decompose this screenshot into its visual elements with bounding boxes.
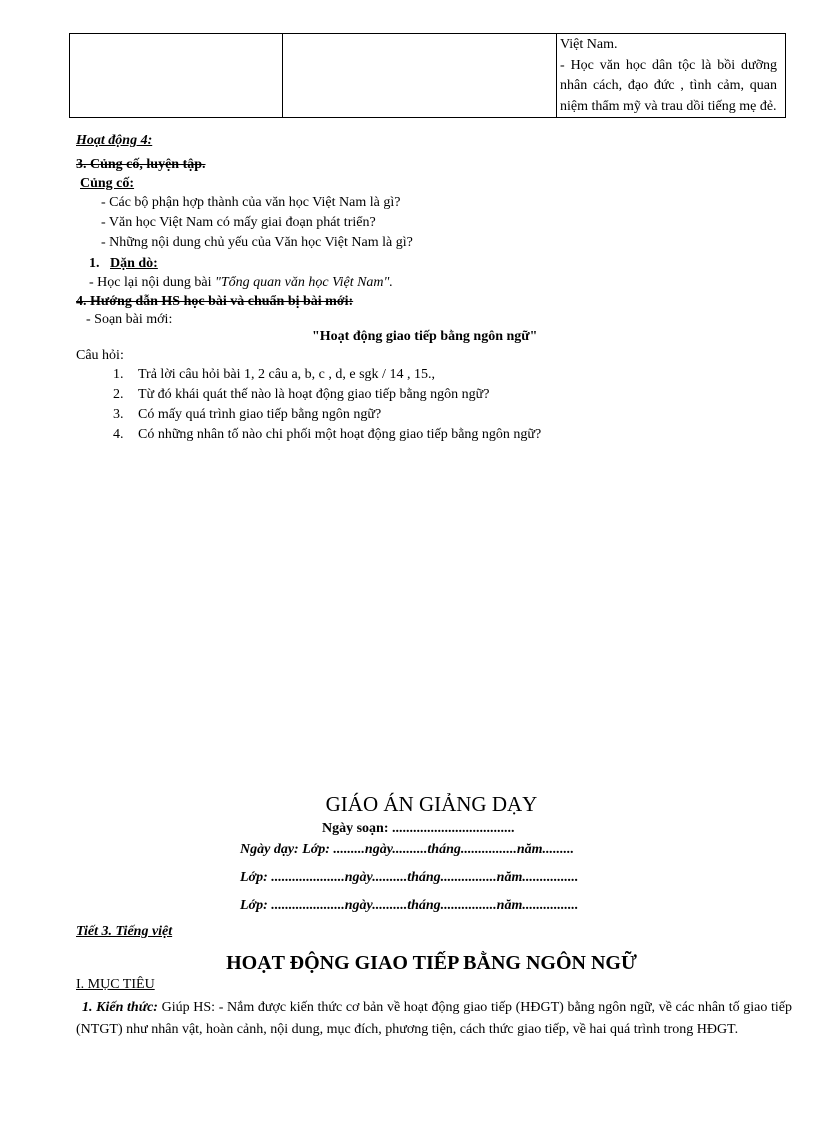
review-question: - Những nội dung chủ yếu của Văn học Việt Nam là gì? (101, 235, 413, 250)
table-row (70, 34, 786, 118)
question-text: Có mấy quá trình giao tiếp bằng ngôn ngữ? (138, 407, 382, 422)
review-question: - Văn học Việt Nam có mấy giai đoạn phát triển? (101, 215, 376, 230)
class-line: Lớp: .....................ngày..........tháng................năm................ (240, 870, 579, 885)
activity-heading: Hoạt động 4: (76, 133, 153, 148)
danro-number: 1. (89, 256, 100, 271)
new-lesson-title: "Hoạt động giao tiếp bằng ngôn ngữ" (312, 329, 538, 344)
objectives-heading: I. MỤC TIÊU (76, 977, 155, 992)
knowledge-paragraph (76, 997, 792, 1041)
question-text: Trả lời câu hỏi bài 1, 2 câu a, b, c , d, e sgk / 14 , 15., (138, 367, 435, 382)
danro-lesson-title: "Tổng quan văn học Việt Nam". (214, 275, 393, 290)
date-prepared: Ngày soạn: ................................... (322, 821, 515, 836)
question-number: 2. (113, 387, 124, 402)
cungco-label: Củng cố: (80, 176, 135, 191)
main-title: HOẠT ĐỘNG GIAO TIẾP BẰNG NGÔN NGỮ (226, 952, 637, 974)
continuation-table (69, 33, 786, 118)
questions-label: Câu hỏi: (76, 348, 124, 363)
danro-prefix: - Học lại nội dung bài (89, 275, 215, 290)
question-text: Có những nhân tố nào chi phối một hoạt động giao tiếp bằng ngôn ngữ? (138, 427, 542, 442)
prepare-text: - Soạn bài mới: (86, 312, 173, 327)
review-question: - Các bộ phận hợp thành của văn học Việt Nam là gì? (101, 195, 401, 210)
section-4-heading: 4. Hướng dẫn HS học bài và chuẩn bị bài mới: (76, 294, 354, 309)
table-cell-2 (283, 34, 557, 118)
question-number: 4. (113, 427, 124, 442)
danro-label: Dặn dò: (110, 256, 158, 271)
question-text: Từ đó khái quát thế nào là hoạt động giao tiếp bằng ngôn ngữ? (138, 387, 490, 402)
period-label: Tiết 3. Tiếng việt (76, 924, 173, 939)
section-3-heading: 3. Củng cố, luyện tập. (76, 157, 206, 172)
table-cell-3 (557, 34, 786, 118)
date-teach: Ngày dạy: Lớp: .........ngày..........tháng................năm......... (240, 842, 575, 857)
knowledge-text: Giúp HS: - Nắm được kiến thức cơ bản về hoạt động giao tiếp (HĐGT) bằng ngôn ngữ, về các nhân tố giao tiếp (NTGT) như nhân vật, hoàn cảnh, nội dung, mục đích, phương tiện, cách thức giao tiếp, về hai quá trình trong HĐGT. (76, 1000, 792, 1037)
table-cell-1 (70, 34, 283, 118)
question-number: 1. (113, 367, 124, 382)
lesson-plan-title: GIÁO ÁN GIẢNG DẠY (325, 792, 538, 816)
cell-line: - Học văn học dân tộc là bồi dưỡng nhân cách, đạo đức , tình cảm, quan niệm thẩm mỹ và trau dồi tiếng mẹ đẻ. (560, 57, 777, 114)
class-line: Lớp: .....................ngày..........tháng................năm................ (240, 898, 579, 913)
cell-line: Việt Nam. (560, 37, 618, 52)
question-number: 3. (113, 407, 124, 422)
danro-text (89, 275, 393, 291)
knowledge-label: 1. Kiến thức: (82, 1000, 158, 1015)
